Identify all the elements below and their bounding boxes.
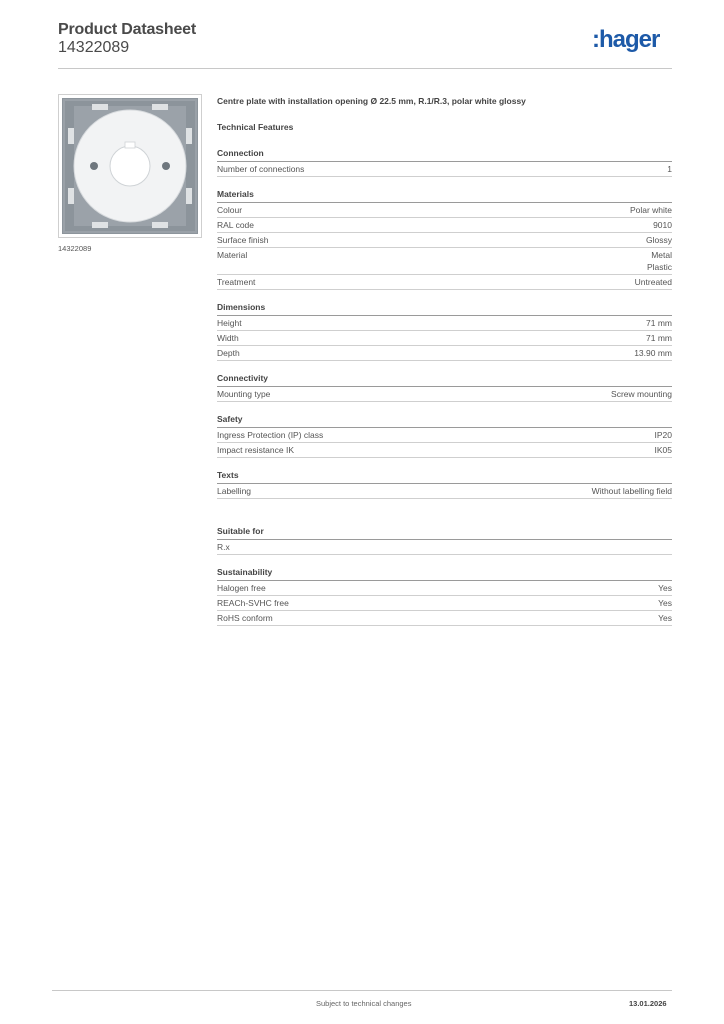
spec-value xyxy=(630,204,672,216)
spec-value-line: 71 mm xyxy=(646,318,672,328)
spec-value xyxy=(658,582,672,594)
spec-value xyxy=(635,276,672,288)
spec-row xyxy=(217,248,672,275)
footer-divider xyxy=(52,990,672,991)
spec-label: Halogen free xyxy=(217,583,266,593)
section-title: Dimensions xyxy=(217,302,672,316)
section-texts xyxy=(217,470,672,499)
section-title: Safety xyxy=(217,414,672,428)
hager-logo: :hager xyxy=(592,26,660,53)
spec-value xyxy=(658,612,672,624)
spec-row xyxy=(217,162,672,177)
spec-label: Surface finish xyxy=(217,235,269,245)
spec-row xyxy=(217,331,672,346)
spec-value-line: Glossy xyxy=(646,235,672,245)
spec-row xyxy=(217,387,672,402)
section-spacer xyxy=(217,458,672,470)
feature-sections xyxy=(217,148,672,626)
datasheet-content xyxy=(217,96,672,626)
spec-label: RoHS conform xyxy=(217,613,273,623)
footer-note: Subject to technical changes xyxy=(316,999,412,1008)
spec-value-line: 71 mm xyxy=(646,333,672,343)
spec-label: Labelling xyxy=(217,486,252,496)
spec-label: Colour xyxy=(217,205,243,215)
centre-plate-illustration xyxy=(62,98,198,234)
spec-row xyxy=(217,275,672,290)
spec-value-line: 9010 xyxy=(653,220,672,230)
section-title: Materials xyxy=(217,189,672,203)
spec-label: R.x xyxy=(217,542,230,552)
section-safety xyxy=(217,414,672,458)
spec-row xyxy=(217,316,672,331)
spec-value-line: 13.90 mm xyxy=(634,348,672,358)
spec-value-line: Plastic xyxy=(646,262,672,272)
spec-value xyxy=(655,429,673,441)
spec-label: RAL code xyxy=(217,220,255,230)
spec-label: REACh-SVHC free xyxy=(217,598,289,608)
spec-row xyxy=(217,443,672,458)
spec-value-line: Without labelling field xyxy=(591,486,672,496)
section-dimensions xyxy=(217,302,672,361)
spec-value-line: Polar white xyxy=(629,205,672,215)
section-spacer xyxy=(217,555,672,567)
spec-row xyxy=(217,218,672,233)
spec-label: Height xyxy=(217,318,242,328)
spec-row xyxy=(217,540,672,555)
spec-value-line: IP20 xyxy=(654,430,672,440)
section-spacer xyxy=(217,361,672,373)
section-suitable-for xyxy=(217,526,672,555)
product-title: Centre plate with installation opening Ø 22.5 mm, R.1/R.3, polar white glossy xyxy=(217,96,526,106)
spec-label: Impact resistance IK xyxy=(217,445,295,455)
section-title: Connection xyxy=(217,148,672,162)
product-number: 14322089 xyxy=(58,39,130,56)
spec-value-line: Untreated xyxy=(634,277,672,287)
spec-value xyxy=(647,249,672,273)
spec-value xyxy=(646,332,672,344)
section-title: Texts xyxy=(217,470,672,484)
spec-row xyxy=(217,428,672,443)
section-connectivity xyxy=(217,373,672,402)
spec-value-line: Screw mounting xyxy=(611,389,672,399)
section-spacer xyxy=(217,290,672,302)
spec-label: Ingress Protection (IP) class xyxy=(217,430,324,440)
section-title: Sustainability xyxy=(217,567,672,581)
page-title: Product Datasheet xyxy=(58,21,196,38)
spec-value xyxy=(653,219,672,231)
spec-label: Width xyxy=(217,333,239,343)
spec-value-line: Yes xyxy=(658,613,672,623)
section-spacer xyxy=(217,499,672,526)
section-title: Connectivity xyxy=(217,373,672,387)
spec-label: Depth xyxy=(217,348,240,358)
section-title: Suitable for xyxy=(217,526,672,540)
spec-row xyxy=(217,346,672,361)
spec-label: Material xyxy=(217,250,248,260)
section-spacer xyxy=(217,402,672,414)
spec-label: Number of connections xyxy=(217,164,305,174)
section-materials xyxy=(217,189,672,290)
spec-row xyxy=(217,233,672,248)
spec-value xyxy=(667,163,672,175)
spec-value xyxy=(655,444,673,456)
header-divider xyxy=(58,68,672,69)
image-caption: 14322089 xyxy=(58,244,92,253)
spec-value xyxy=(646,234,672,246)
spec-row xyxy=(217,203,672,218)
footer-date: 13.01.2026 xyxy=(629,999,667,1008)
section-spacer xyxy=(217,177,672,189)
spec-row xyxy=(217,611,672,626)
spec-value xyxy=(658,597,672,609)
spec-value-line: IK05 xyxy=(654,445,672,455)
section-sustainability xyxy=(217,567,672,626)
spec-value-line: Yes xyxy=(658,598,672,608)
section-connection xyxy=(217,148,672,177)
spec-value xyxy=(646,317,672,329)
spec-label: Mounting type xyxy=(217,389,271,399)
spec-value xyxy=(611,388,672,400)
product-image xyxy=(58,94,202,238)
spec-value xyxy=(634,347,672,359)
spec-value xyxy=(592,485,672,497)
spec-row xyxy=(217,484,672,499)
spec-label: Treatment xyxy=(217,277,256,287)
spec-row xyxy=(217,581,672,596)
spec-value-line: Metal xyxy=(651,250,672,260)
technical-features-heading: Technical Features xyxy=(217,122,294,132)
spec-row xyxy=(217,596,672,611)
spec-value-line: 1 xyxy=(667,164,672,174)
spec-value-line: Yes xyxy=(658,583,672,593)
